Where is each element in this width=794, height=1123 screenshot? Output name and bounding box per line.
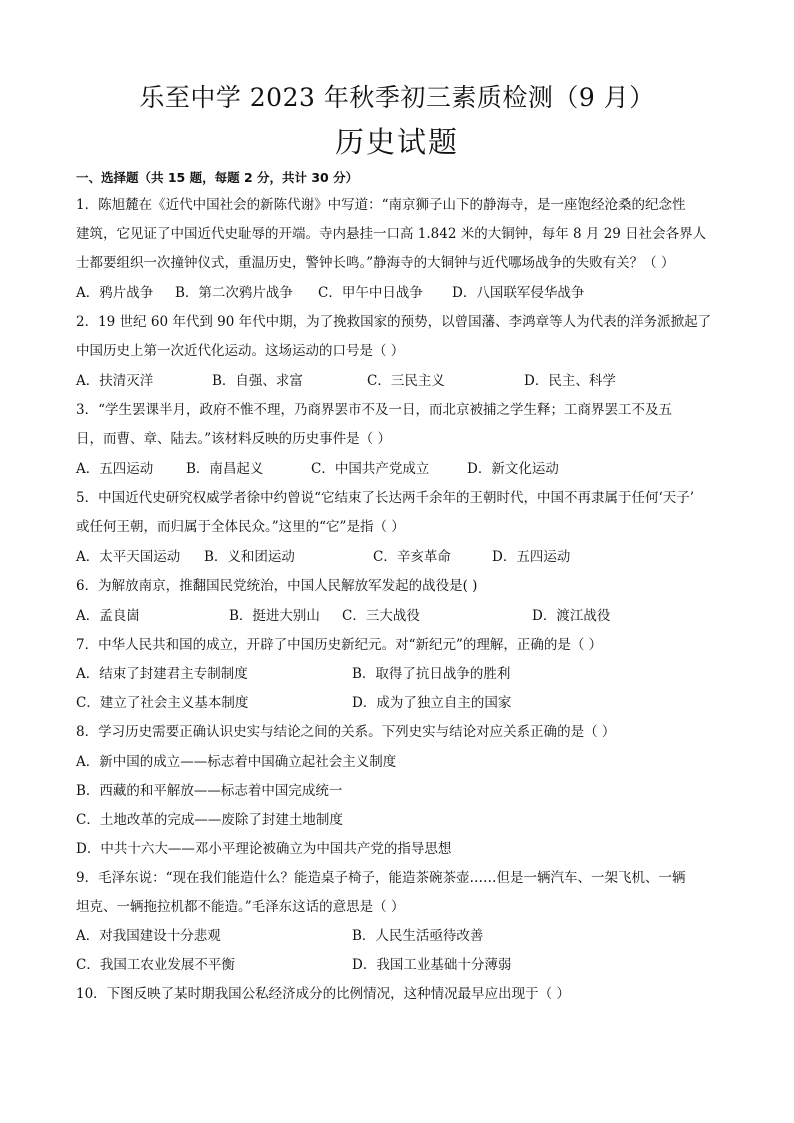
question-5-option-b: B．义和团运动	[204, 549, 295, 565]
question-9-option-c: C．我国工农业发展不平衡	[76, 957, 235, 973]
question-2-option-b: B．自强、求富	[212, 373, 303, 389]
question-3-option-a: A．五四运动	[76, 461, 154, 477]
question-7-line-1: 7．中华人民共和国的成立，开辟了中国历史新纪元。对“新纪元”的理解，正确的是（ ）	[76, 637, 603, 653]
question-3-option-c: C．中国共产党成立	[311, 461, 430, 477]
question-7-option-d: D．成为了独立自主的国家	[352, 695, 512, 711]
question-7-option-a: A．结束了封建君主专制制度	[76, 666, 248, 682]
question-8-option-c: C．土地改革的完成——废除了封建土地制度	[76, 812, 343, 828]
question-3-line-1: 3．“学生罢课半月，政府不惟不理，乃商界罢市不及一日，而北京被捕之学生释；工商界罢工不及五	[76, 402, 672, 418]
question-5-option-c: C．辛亥革命	[373, 549, 451, 565]
question-1-option-a: A．鸦片战争	[76, 285, 154, 301]
question-9-option-a: A．对我国建设十分悲观	[76, 928, 221, 944]
question-10-line-1: 10．下图反映了某时期我国公私经济成分的比例情况，这种情况最早应出现于（ ）	[76, 986, 570, 1002]
question-3-line-2: 日，而曹、章、陆去。”该材料反映的历史事件是（ ）	[76, 431, 391, 447]
question-2-line-1: 2．19 世纪 60 年代到 90 年代中期，为了挽救国家的预势，以曾国藩、李鸿章等人为代表的洋务派掀起了	[76, 314, 712, 330]
question-2-line-2: 中国历史上第一次近代化运动。这场运动的口号是（ ）	[76, 343, 405, 359]
question-8-option-d: D．中共十六大——邓小平理论被确立为中国共产党的指导思想	[76, 841, 452, 857]
question-1-option-b: B．第二次鸦片战争	[175, 285, 293, 301]
question-1-line-2: 建筑，它见证了中国近代史耻辱的开端。寺内悬挂一口高 1.842 米的大铜钟，每年 8 月 29 日社会各界人	[76, 226, 707, 242]
question-5-option-a: A．太平天国运动	[76, 549, 181, 565]
question-8-option-a: A．新中国的成立——标志着中国确立起社会主义制度	[76, 754, 397, 770]
question-1-option-d: D．八国联军侵华战争	[452, 285, 585, 301]
question-9-option-b: B．人民生活亟待改善	[352, 928, 484, 944]
question-6-option-d: D．渡江战役	[532, 608, 611, 624]
question-1-option-c: C．甲午中日战争	[318, 285, 423, 301]
question-6-option-c: C．三大战役	[342, 608, 420, 624]
question-8-option-b: B．西藏的和平解放——标志着中国完成统一	[76, 783, 343, 799]
exam-subject-title: 历史试题	[334, 125, 459, 159]
question-8-line-1: 8．学习历史需要正确认识史实与结论之间的关系。下列史实与结论对应关系正确的是（ ）	[76, 724, 616, 740]
question-1-line-3: 士都要组织一次撞钟仪式，重温历史，警钟长鸣。”静海寺的大铜钟与近代哪场战争的失败有关？（ ）	[76, 255, 675, 271]
question-9-line-1: 9．毛泽东说：“现在我们能造什么？能造桌子椅子，能造茶碗茶壶……但是一辆汽车、一架飞机、一辆	[76, 870, 686, 886]
question-1-line-1: 1．陈旭麓在《近代中国社会的新陈代谢》中写道：“南京狮子山下的静海寺，是一座饱经沧桑的纪念性	[76, 197, 686, 213]
question-7-option-c: C．建立了社会主义基本制度	[76, 695, 249, 711]
question-3-option-b: B．南昌起义	[186, 461, 264, 477]
question-6-option-b: B．挺进大别山	[229, 608, 320, 624]
question-3-option-d: D．新文化运动	[467, 461, 559, 477]
question-2-option-a: A．扶清灭洋	[76, 373, 154, 389]
question-9-line-2: 坦克、一辆拖拉机都不能造。”毛泽东这话的意思是（ ）	[76, 899, 405, 915]
question-9-option-d: D．我国工业基础十分薄弱	[352, 957, 512, 973]
section-heading: 一、选择题（共 15 题，每题 2 分，共计 30 分）	[76, 170, 359, 185]
question-5-option-d: D．五四运动	[492, 549, 571, 565]
question-6-option-a: A．孟良崮	[76, 608, 140, 624]
question-2-option-d: D．民主、科学	[524, 373, 616, 389]
question-7-option-b: B．取得了抗日战争的胜利	[352, 666, 511, 682]
question-5-line-2: 或任何王朝，而归属于全体民众。”这里的“它”是指（ ）	[76, 519, 405, 535]
question-6-line-1: 6．为解放南京，推翻国民党统治，中国人民解放军发起的战役是( )	[76, 578, 478, 594]
question-5-line-1: 5．中国近代史研究权威学者徐中约曾说“它结束了长达两千余年的王朝时代，中国不再隶属于任何‘天子’	[76, 490, 695, 506]
question-2-option-c: C．三民主义	[367, 373, 445, 389]
exam-title: 乐至中学 2023 年秋季初三素质检测（9 月）	[139, 83, 655, 112]
